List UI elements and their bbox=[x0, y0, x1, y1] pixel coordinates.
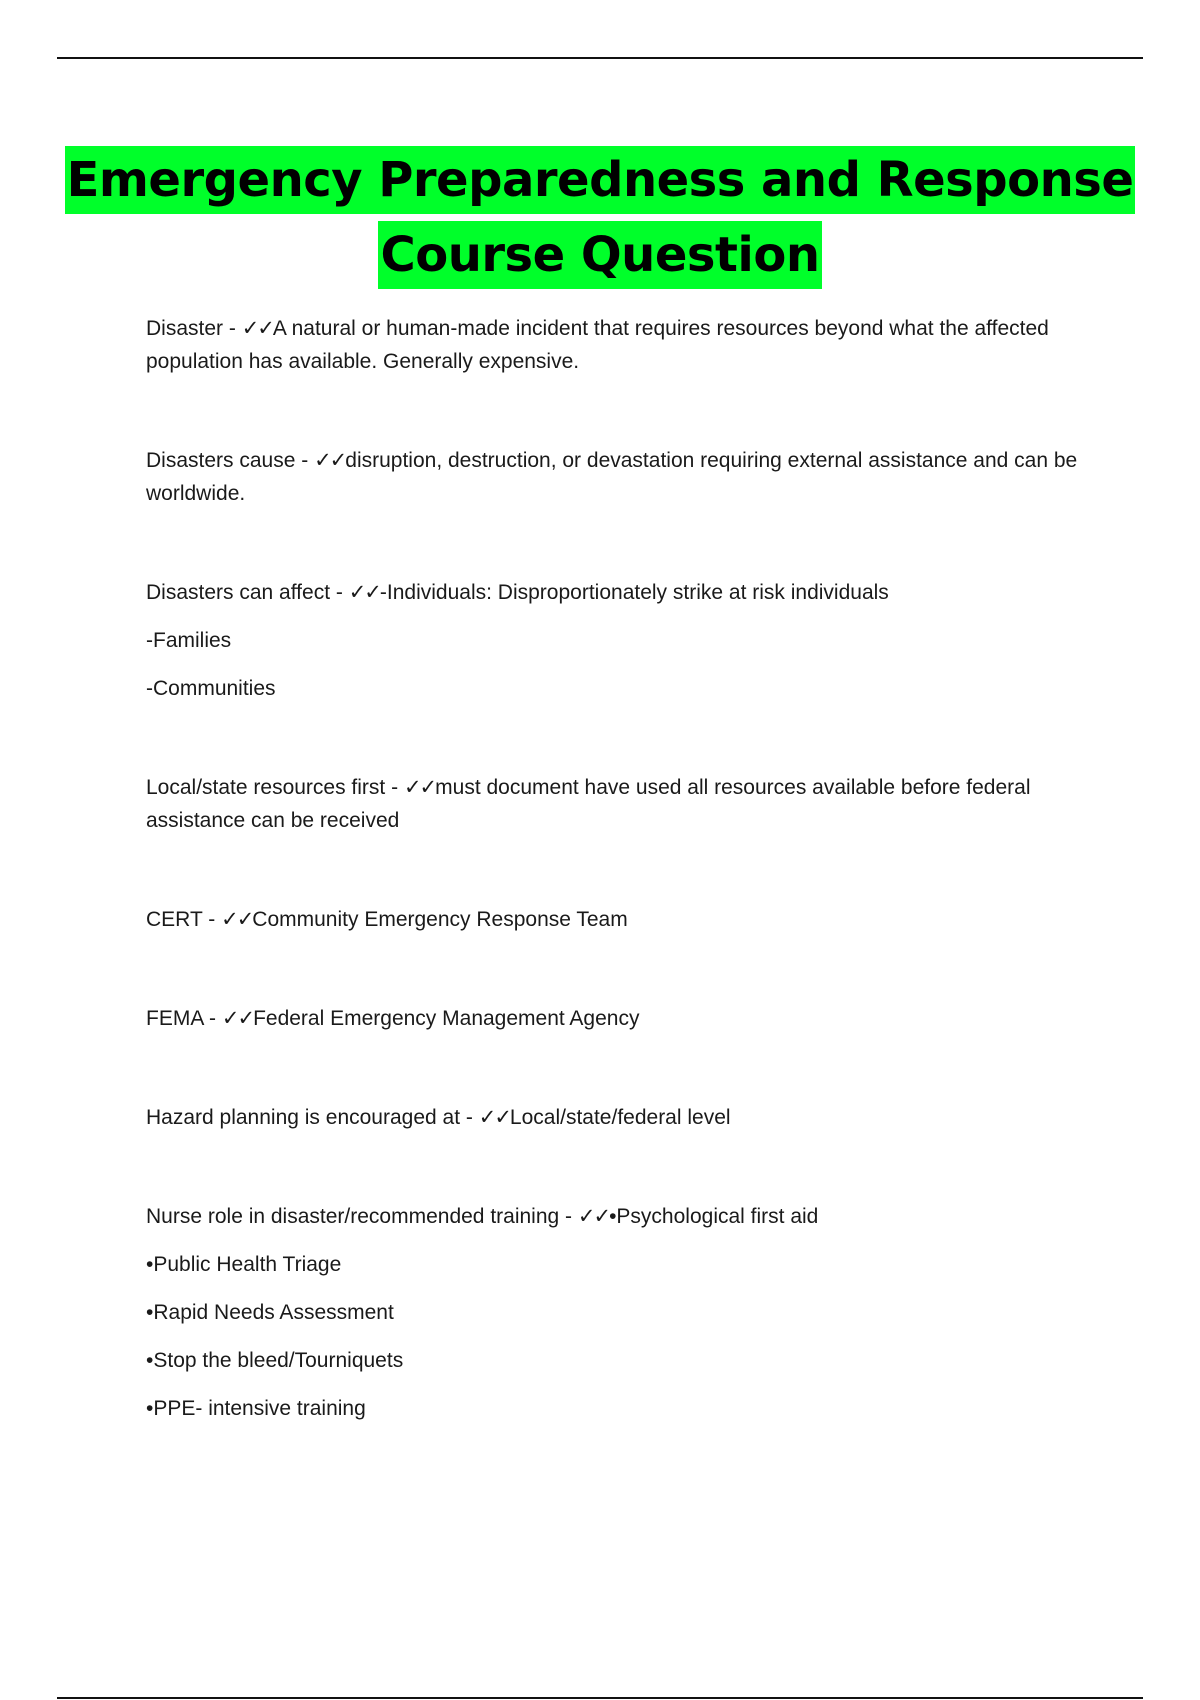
qa-term: FEMA bbox=[146, 1007, 204, 1030]
qa-answer: A natural or human-made incident that requires resources beyond what the affected population has available. Generally expensive. bbox=[146, 317, 1049, 373]
qa-entry bbox=[146, 1200, 1096, 1425]
qa-term: CERT bbox=[146, 908, 203, 931]
title-line-1: Emergency Preparedness and Response bbox=[65, 146, 1136, 214]
qa-entry bbox=[146, 1101, 1096, 1134]
qa-answer-item: -Families bbox=[146, 629, 232, 652]
qa-term: Disasters can affect bbox=[146, 581, 331, 604]
qa-separator: - bbox=[559, 1205, 578, 1228]
document-title bbox=[60, 146, 1140, 289]
qa-entry bbox=[146, 1002, 1096, 1035]
qa-answer: must document have used all resources available before federal assistance can be received bbox=[146, 776, 1031, 832]
double-check-icon: ✓✓ bbox=[348, 580, 380, 604]
qa-entry bbox=[146, 771, 1096, 837]
qa-line bbox=[146, 1200, 1096, 1233]
qa-separator: - bbox=[295, 449, 315, 472]
qa-separator: - bbox=[202, 908, 222, 931]
qa-answer-item: •Rapid Needs Assessment bbox=[146, 1301, 394, 1324]
qa-separator: - bbox=[460, 1106, 479, 1129]
qa-separator: - bbox=[385, 776, 404, 799]
double-check-icon: ✓✓ bbox=[241, 316, 273, 340]
qa-separator: - bbox=[203, 1007, 222, 1030]
qa-answer-item: •PPE- intensive training bbox=[146, 1397, 366, 1420]
qa-answer-item: •Public Health Triage bbox=[146, 1253, 342, 1276]
qa-line bbox=[146, 576, 1096, 609]
qa-answer: Local/state/federal level bbox=[509, 1106, 731, 1129]
qa-term: Disaster bbox=[146, 317, 224, 340]
double-check-icon: ✓✓ bbox=[221, 907, 253, 931]
qa-term: Disasters cause bbox=[146, 449, 296, 472]
qa-entry bbox=[146, 444, 1096, 510]
qa-line bbox=[146, 444, 1096, 510]
qa-term: Hazard planning is encouraged at bbox=[146, 1106, 461, 1129]
double-check-icon: ✓✓ bbox=[478, 1105, 510, 1129]
qa-line bbox=[146, 1002, 1096, 1035]
header-rule bbox=[57, 57, 1143, 59]
qa-entry bbox=[146, 903, 1096, 936]
footer-rule bbox=[57, 1697, 1143, 1699]
qa-line bbox=[146, 771, 1096, 837]
qa-entry bbox=[146, 576, 1096, 705]
qa-answer-item: •Stop the bleed/Tourniquets bbox=[146, 1349, 404, 1372]
qa-line bbox=[146, 903, 1096, 936]
double-check-icon: ✓✓ bbox=[577, 1204, 610, 1228]
qa-term: Local/state resources first bbox=[146, 776, 386, 799]
qa-answer: •Psychological first aid bbox=[609, 1205, 819, 1228]
qa-answer: Community Emergency Response Team bbox=[252, 908, 628, 931]
qa-entry bbox=[146, 312, 1096, 378]
qa-answer: disruption, destruction, or devastation requiring external assistance and can be worldwide. bbox=[146, 449, 1078, 505]
qa-answer: -Individuals: Disproportionately strike at risk individuals bbox=[379, 581, 889, 604]
qa-separator: - bbox=[223, 317, 242, 340]
double-check-icon: ✓✓ bbox=[221, 1006, 254, 1030]
qa-answer-item: -Communities bbox=[146, 677, 276, 700]
double-check-icon: ✓✓ bbox=[403, 775, 436, 799]
qa-line bbox=[146, 312, 1096, 378]
qa-answer: Federal Emergency Management Agency bbox=[253, 1007, 640, 1030]
double-check-icon: ✓✓ bbox=[314, 448, 346, 472]
title-line-2: Course Question bbox=[378, 221, 821, 289]
qa-separator: - bbox=[330, 581, 349, 604]
qa-term: Nurse role in disaster/recommended training bbox=[146, 1205, 560, 1228]
qa-list bbox=[146, 312, 1096, 1425]
qa-line bbox=[146, 1101, 1096, 1134]
